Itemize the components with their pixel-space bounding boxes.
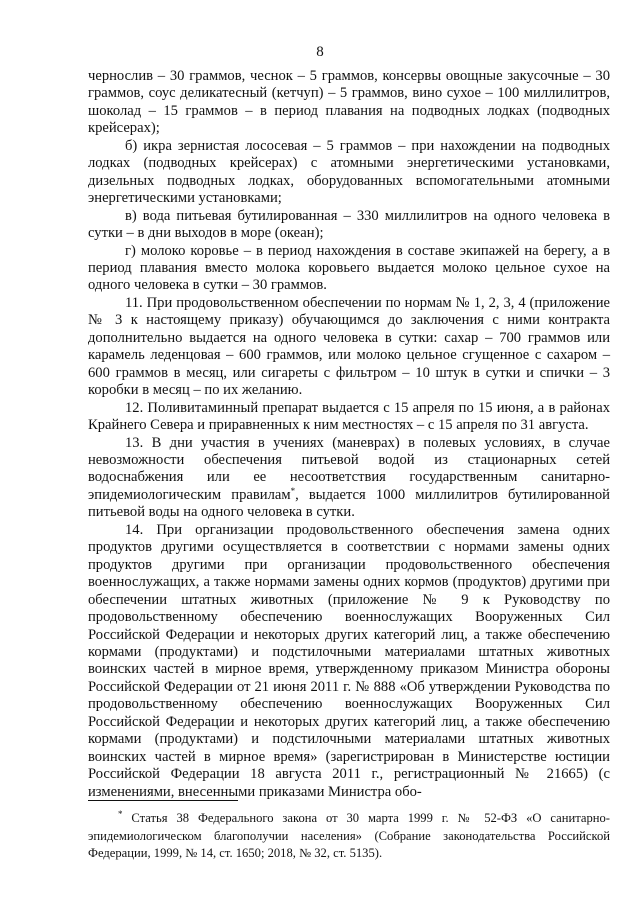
- paragraph-item-v: в) вода питьевая бутилированная – 330 миллилитров на одного человека в сутки – в дни выходов в море (океан);: [88, 207, 610, 242]
- body-text: [88, 68, 610, 801]
- footnote: [88, 810, 610, 863]
- footnote-divider: [88, 800, 238, 801]
- paragraph-12: 12. Поливитаминный препарат выдается с 15 апреля по 15 июня, а в районах Крайнего Севера и приравненных к ним местностях – с 15 апреля по 31 августа.: [88, 399, 610, 434]
- paragraph-13: [88, 435, 610, 522]
- paragraph-item-b: б) икра зернистая лососевая – 5 граммов – при нахождении на подводных лодках (подводных крейсерах) с атомными энергетическими установками, дизельных подводных лодках, оборудованных вспомогательными атомными энергетическими установками;: [88, 137, 610, 207]
- paragraph-continuation: чернослив – 30 граммов, чеснок – 5 граммов, консервы овощные закусочные – 30 граммов, соус деликатесный (кетчуп) – 5 граммов, вино сухое – 100 миллилитров, шоколад – 15 граммов – в период плавания на подводных лодках (подводных крейсерах);: [88, 68, 610, 137]
- page-number: 8: [316, 44, 324, 60]
- paragraph-11: 11. При продовольственном обеспечении по нормам № 1, 2, 3, 4 (приложение № 3 к настоящему приказу) обучающимся до заключения с ними контракта дополнительно выдается на одного человека в сутки: сахар – 700 граммов или карамель леденцовая – 600 граммов, или молоко цельное сгущенное с сахаром – 600 граммов в месяц, или сигареты с фильтром – 10 штук в сутки и спички – 3 коробки в месяц – по их желанию.: [88, 294, 610, 399]
- footnote-body: Статья 38 Федерального закона от 30 марта 1999 г. № 52-ФЗ «О санитарно-эпидемиологическом благополучии населения» (Собрание законодательства Российской Федерации, 1999, № 14, ст. 1650; 2018, № 32, ст. 5135).: [88, 811, 610, 860]
- footnote-mark: *: [118, 809, 123, 819]
- footnote-text: [88, 810, 610, 863]
- footnote-reference: *: [290, 485, 296, 496]
- paragraph-13-text-end: , выдается 1000 миллилитров бутилированной питьевой воды на одного человека в сутки.: [88, 486, 610, 521]
- paragraph-item-g: г) молоко коровье – в период нахождения в составе экипажей на берегу, а в период плавания вместо молока коровьего выдается молоко цельное сухое на одного человека в сутки – 30 граммов.: [88, 242, 610, 294]
- paragraph-13-text: 13. В дни участия в учениях (маневрах) в полевых условиях, в случае невозможности обеспечения питьевой водой из стационарных сетей водоснабжения или ее несоответствия государственным санитарно-эпидемиологическим правилам: [88, 434, 610, 503]
- paragraph-14: 14. При организации продовольственного обеспечения замена одних продуктов другими осуществляется в соответствии с нормами замены одних продуктов другими при организации продовольственного обеспечения военнослужащих, а также нормами замены одних кормов (продуктов) другими при обеспечении штатных животных (приложение № 9 к Руководству по продовольственному обеспечению военнослужащих Вооруженных Сил Российской Федерации и некоторых других категорий лиц, а также обеспечению кормами (продуктами) и подстилочными материалами штатных животных воинских частей в мирное время, утвержденному приказом Министра обороны Российской Федерации от 21 июня 2011 г. № 888 «Об утверждении Руководства по продовольственному обеспечению военнослужащих Вооруженных Сил Российской Федерации и некоторых других категорий лиц, а также обеспечению кормами (продуктами) и подстилочными материалами штатных животных воинских частей в мирное время» (зарегистрирован в Министерстве юстиции Российской Федерации 18 августа 2011 г., регистрационный № 21665) (с изменениями, внесенными приказами Министра обо-: [88, 521, 610, 800]
